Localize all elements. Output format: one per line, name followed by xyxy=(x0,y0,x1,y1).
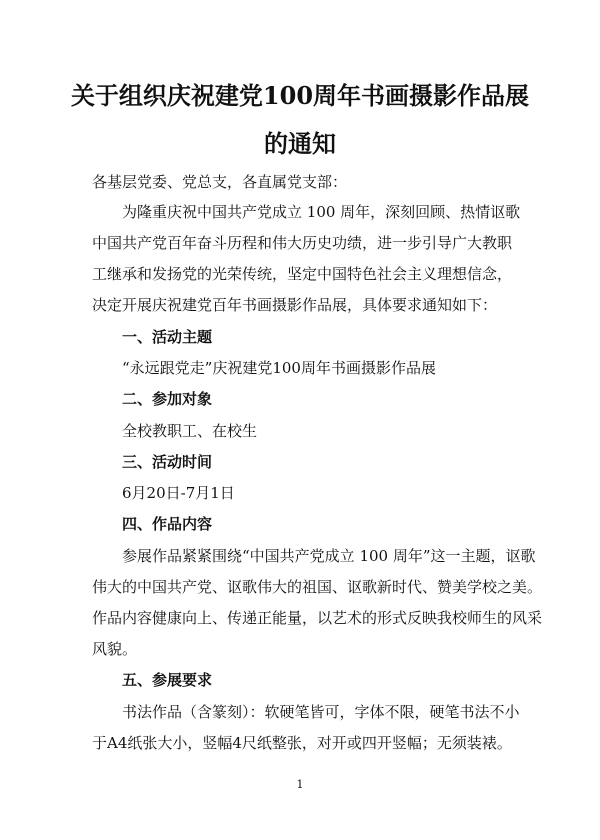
requirements-line-1: 书法作品（含篆刻）：软硬笔皆可，字体不限，硬笔书法不小 xyxy=(122,703,520,721)
section-text-participants: 全校教职工、在校生 xyxy=(122,422,258,440)
section-heading-theme: 一、活动主题 xyxy=(122,328,213,346)
section-heading-content: 四、作品内容 xyxy=(122,515,213,533)
document-title-line-2: 的通知 xyxy=(264,129,336,158)
intro-line-1: 为隆重庆祝中国共产党成立 100 周年，深刻回顾、热情讴歌 xyxy=(122,203,521,221)
content-line-1: 参展作品紧紧围绕“中国共产党成立 100 周年”这一主题，讴歌 xyxy=(122,547,536,565)
page-number: 1 xyxy=(296,778,304,791)
document-title-line-1: 关于组织庆祝建党100周年书画摄影作品展 xyxy=(70,81,530,110)
section-heading-participants: 二、参加对象 xyxy=(122,390,213,408)
section-text-time: 6月20日-7月1日 xyxy=(122,484,235,502)
content-line-4: 风貌。 xyxy=(92,640,138,658)
requirements-line-2: 于A4纸张大小，竖幅4尺纸整张，对开或四开竖幅；无须装裱。 xyxy=(92,734,512,752)
content-line-2: 伟大的中国共产党、讴歌伟大的祖国、讴歌新时代、赞美学校之美。 xyxy=(92,578,543,596)
intro-line-4: 决定开展庆祝建党百年书画摄影作品展，具体要求通知如下： xyxy=(92,296,498,314)
intro-line-2: 中国共产党百年奋斗历程和伟大历史功绩，进一步引导广大教职 xyxy=(92,234,513,252)
intro-line-3: 工继承和发扬党的光荣传统，坚定中国特色社会主义理想信念， xyxy=(92,265,513,283)
section-heading-time: 三、活动时间 xyxy=(122,453,213,471)
section-text-theme: “永远跟党走”庆祝建党100周年书画摄影作品展 xyxy=(122,359,436,377)
section-heading-requirements: 五、参展要求 xyxy=(122,671,213,689)
content-line-3: 作品内容健康向上、传递正能量，以艺术的形式反映我校师生的风采 xyxy=(92,609,543,627)
salutation: 各基层党委、党总支，各直属党支部： xyxy=(92,173,348,191)
